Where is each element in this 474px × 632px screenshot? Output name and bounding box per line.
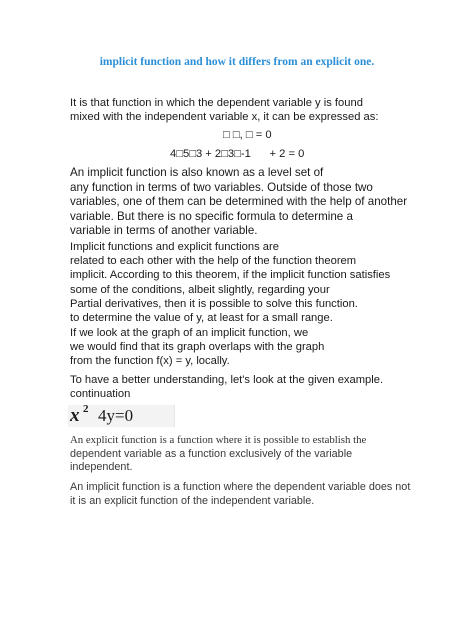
text-line: It is that function in which the dependent variable y is found [70, 97, 363, 109]
text-line: we would find that its graph overlaps with the graph [70, 341, 325, 354]
intro-paragraph [70, 96, 420, 124]
math-variable: x [70, 405, 80, 426]
text-line: dependent variable as a function exclusively of the variable [70, 447, 353, 460]
text-line: any function in terms of two variables. Outside of those two [70, 180, 373, 194]
explicit-definition-paragraph [70, 434, 430, 475]
text-line: from the function f(x) = y, locally. [70, 355, 230, 368]
text-line: some of the conditions, albeit slightly, regarding your [70, 283, 330, 296]
text-line: Partial derivatives, then it is possible to solve this function. [70, 297, 358, 310]
text-line: variable. But there is no specific formula to determine a [70, 209, 353, 223]
theorem-paragraph [70, 240, 420, 325]
example-paragraph [70, 373, 420, 401]
text-line: mixed with the independent variable x, it can be expressed as: [70, 111, 379, 124]
text-line: related to each other with the help of the function theorem [70, 255, 357, 268]
equation-general: □ □, □ = 0 [223, 129, 272, 141]
math-exponent: 2 [83, 403, 89, 415]
text-line: An implicit function is also known as a level set of [70, 166, 324, 179]
math-expression: 4y=0 [98, 406, 134, 425]
text-line: Implicit functions and explicit functions are [70, 241, 279, 253]
text-line: it is an explicit function of the independent variable. [70, 494, 315, 507]
text-line: implicit. According to this theorem, if the implicit function satisfies [70, 269, 391, 282]
text-line: An implicit function is a function where the dependent variable does not [70, 481, 411, 493]
text-line: continuation [70, 388, 131, 401]
equation-example: 4□5□3 + 2□3□-1 + 2 = 0 [170, 148, 305, 160]
text-line: An explicit function is a function where it is possible to establish the [70, 434, 367, 446]
document-title: implicit function and how it differs from an explicit one. [99, 56, 375, 68]
text-line: independent. [70, 461, 133, 474]
level-set-paragraph [70, 166, 440, 239]
text-line: To have a better understanding, let's look at the given example. [70, 374, 384, 386]
text-line: variables, one of them can be determined with the help of another [70, 195, 408, 209]
text-line: variable in terms of another variable. [70, 224, 258, 238]
graph-paragraph [70, 326, 420, 369]
math-example-box [68, 405, 175, 427]
text-line: to determine the value of y, at least for a small range. [70, 312, 333, 325]
text-line: If we look at the graph of an implicit function, we [70, 327, 309, 339]
implicit-definition-paragraph [70, 481, 430, 508]
